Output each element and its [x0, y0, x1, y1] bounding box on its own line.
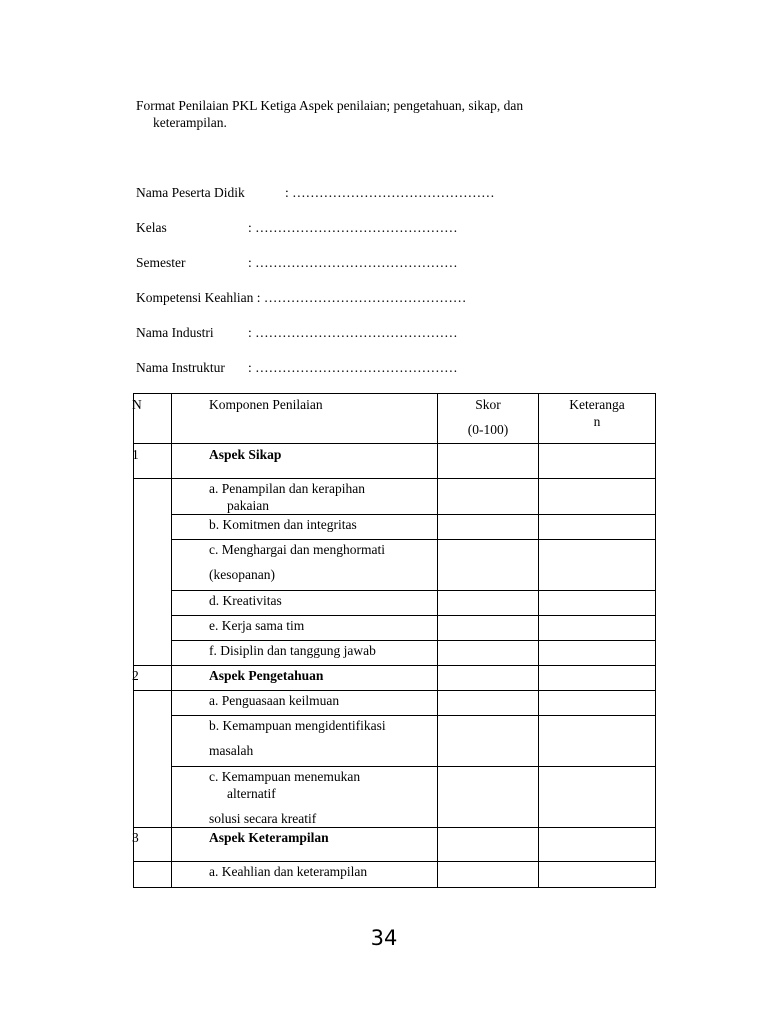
keterangan-cell [539, 591, 656, 616]
table-row [134, 828, 656, 862]
row-number-blank [134, 691, 172, 828]
skor-cell [438, 828, 539, 862]
field-label: Kelas [136, 220, 167, 235]
row-komponen: a. Penampilan dan kerapihan pakaian [172, 479, 438, 515]
field-value: : ……………………………………… [248, 360, 458, 375]
row-komponen: a. Penguasaan keilmuan [172, 691, 438, 716]
skor-cell [438, 591, 539, 616]
row-number: 2 [134, 666, 172, 691]
keterangan-cell [539, 444, 656, 479]
skor-cell [438, 767, 539, 828]
row-komponen: c. Kemampuan menemukan alternatif solusi secara kreatif [172, 767, 438, 828]
assessment-table [133, 393, 656, 888]
keterangan-cell [539, 616, 656, 641]
skor-cell [438, 641, 539, 666]
field-nama-peserta [136, 184, 495, 201]
skor-cell [438, 540, 539, 591]
header-keterangan: Keteranga n [539, 394, 656, 444]
keterangan-cell [539, 767, 656, 828]
table-row [134, 767, 656, 828]
field-label: Nama Industri [136, 325, 214, 340]
row-komponen: f. Disiplin dan tanggung jawab [172, 641, 438, 666]
table-header-row [134, 394, 656, 444]
field-value: : ……………………………………… [248, 325, 458, 340]
row-number: 1 [134, 444, 172, 479]
row-komponen: Aspek Keterampilan [172, 828, 438, 862]
field-nama-industri [136, 324, 458, 341]
skor-cell [438, 616, 539, 641]
page-number: 34 [370, 926, 398, 950]
skor-cell [438, 479, 539, 515]
keterangan-cell [539, 691, 656, 716]
row-komponen: d. Kreativitas [172, 591, 438, 616]
table-row [134, 691, 656, 716]
heading-line-1: Format Penilaian PKL Ketiga Aspek penilaian; pengetahuan, sikap, dan [136, 98, 524, 113]
field-kompetensi [136, 289, 466, 306]
keterangan-cell [539, 828, 656, 862]
row-number-blank [134, 862, 172, 888]
page-heading [136, 97, 606, 131]
field-value: : ……………………………………… [285, 185, 495, 200]
table-row [134, 444, 656, 479]
keterangan-cell [539, 479, 656, 515]
field-label: Kompetensi Keahlian : ……………………………………… [136, 290, 467, 305]
keterangan-cell [539, 540, 656, 591]
row-komponen: a. Keahlian dan keterampilan [172, 862, 438, 888]
row-komponen: Aspek Sikap [172, 444, 438, 479]
row-komponen: c. Menghargai dan menghormati (kesopanan) [172, 540, 438, 591]
field-label: Semester [136, 255, 186, 270]
skor-cell [438, 716, 539, 767]
skor-cell [438, 515, 539, 540]
field-kelas [136, 219, 458, 236]
field-semester [136, 254, 458, 271]
table-row [134, 716, 656, 767]
header-komponen: Komponen Penilaian [172, 394, 438, 444]
row-number: 3 [134, 828, 172, 862]
field-value: : ……………………………………… [248, 220, 458, 235]
row-komponen: e. Kerja sama tim [172, 616, 438, 641]
keterangan-cell [539, 716, 656, 767]
table-row [134, 591, 656, 616]
keterangan-cell [539, 515, 656, 540]
row-komponen: b. Komitmen dan integritas [172, 515, 438, 540]
table-row [134, 862, 656, 888]
skor-cell [438, 444, 539, 479]
keterangan-cell [539, 666, 656, 691]
field-label: Nama Peserta Didik [136, 185, 245, 200]
table-row [134, 616, 656, 641]
table-row [134, 666, 656, 691]
field-value: : ……………………………………… [248, 255, 458, 270]
skor-cell [438, 862, 539, 888]
skor-cell [438, 666, 539, 691]
table-row [134, 540, 656, 591]
field-label: Nama Instruktur [136, 360, 225, 375]
header-skor: Skor (0-100) [438, 394, 539, 444]
keterangan-cell [539, 641, 656, 666]
row-komponen: Aspek Pengetahuan [172, 666, 438, 691]
header-no: N [134, 394, 172, 444]
row-number-blank [134, 479, 172, 666]
table-row [134, 641, 656, 666]
skor-cell [438, 691, 539, 716]
table-row [134, 515, 656, 540]
field-nama-instruktur [136, 359, 458, 376]
row-komponen: b. Kemampuan mengidentifikasi masalah [172, 716, 438, 767]
heading-line-2: keterampilan. [153, 115, 227, 130]
keterangan-cell [539, 862, 656, 888]
table-row [134, 479, 656, 515]
